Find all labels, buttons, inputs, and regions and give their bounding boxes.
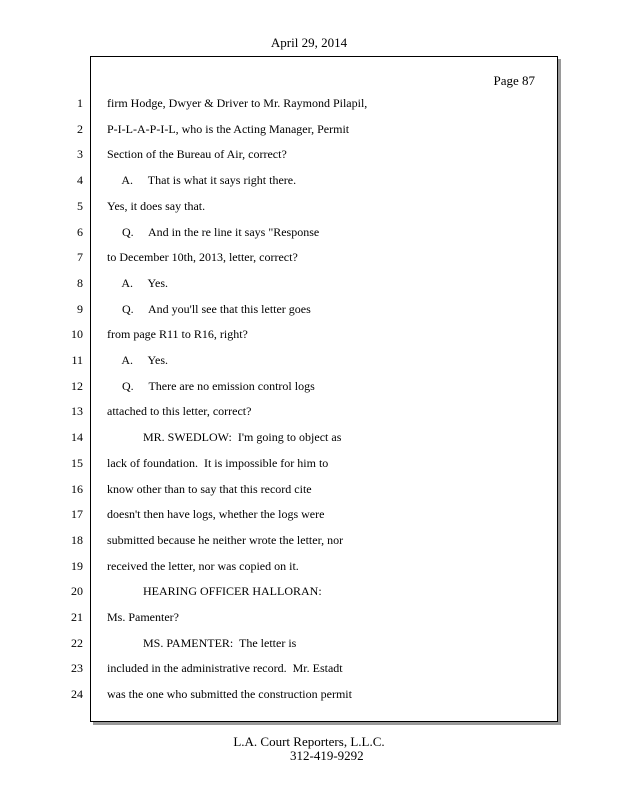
transcript-line: attached to this letter, correct?: [107, 404, 252, 418]
line-number: 7: [77, 250, 83, 264]
transcript-line: Q. There are no emission control logs: [107, 379, 315, 393]
transcript-line: Q. And you'll see that this letter goes: [107, 302, 311, 316]
line-number: 16: [71, 482, 83, 496]
line-number: 22: [71, 636, 83, 650]
transcript-line: know other than to say that this record cite: [107, 482, 312, 496]
transcript-line: submitted because he neither wrote the letter, nor: [107, 533, 344, 547]
transcript-line: firm Hodge, Dwyer & Driver to Mr. Raymond Pilapil,: [107, 96, 368, 110]
line-number: 23: [71, 661, 83, 675]
line-number: 1: [77, 96, 83, 110]
transcript-line: doesn't then have logs, whether the logs were: [107, 507, 325, 521]
line-number: 5: [77, 199, 83, 213]
header-date: April 29, 2014: [270, 35, 348, 50]
footer-phone: 312-419-9292: [290, 748, 364, 763]
transcript-line: to December 10th, 2013, letter, correct?: [107, 250, 298, 264]
line-number: 20: [71, 584, 83, 598]
transcript-line: P-I-L-A-P-I-L, who is the Acting Manager, Permit: [107, 122, 350, 136]
line-number: 14: [71, 430, 83, 444]
transcript-line: included in the administrative record. Mr. Estadt: [107, 661, 343, 675]
line-number: 15: [71, 456, 83, 470]
transcript-line: Section of the Bureau of Air, correct?: [107, 147, 287, 161]
line-number: 8: [77, 276, 83, 290]
transcript-line: Ms. Pamenter?: [107, 610, 179, 624]
line-number: 12: [71, 379, 83, 393]
transcript-line: A. Yes.: [107, 276, 169, 290]
line-number: 2: [77, 122, 83, 136]
transcript-line: Q. And in the re line it says "Response: [107, 225, 320, 239]
transcript-line: MS. PAMENTER: The letter is: [107, 636, 297, 650]
footer-firm-name: L.A. Court Reporters, L.L.C.: [233, 734, 385, 749]
transcript-line: was the one who submitted the construction permit: [107, 687, 352, 701]
transcript-line: MR. SWEDLOW: I'm going to object as: [107, 430, 342, 444]
transcript-line: Yes, it does say that.: [107, 199, 206, 213]
line-number: 17: [71, 507, 83, 521]
transcript-line: from page R11 to R16, right?: [107, 327, 248, 341]
transcript-line: lack of foundation. It is impossible for him to: [107, 456, 329, 470]
transcript-line: A. Yes.: [107, 353, 169, 367]
line-number: 11: [71, 353, 83, 367]
transcript-line: HEARING OFFICER HALLORAN:: [107, 584, 322, 598]
line-number: 10: [71, 327, 83, 341]
line-number: 21: [71, 610, 83, 624]
page-number: Page 87: [493, 73, 535, 88]
line-number: 24: [71, 687, 83, 701]
line-number: 3: [77, 147, 83, 161]
line-number: 13: [71, 404, 83, 418]
transcript-line: A. That is what it says right there.: [107, 173, 297, 187]
line-number: 4: [77, 173, 83, 187]
line-number: 9: [77, 302, 83, 316]
line-number: 19: [71, 559, 83, 573]
line-number: 18: [71, 533, 83, 547]
line-number: 6: [77, 225, 83, 239]
transcript-line: received the letter, nor was copied on it.: [107, 559, 299, 573]
